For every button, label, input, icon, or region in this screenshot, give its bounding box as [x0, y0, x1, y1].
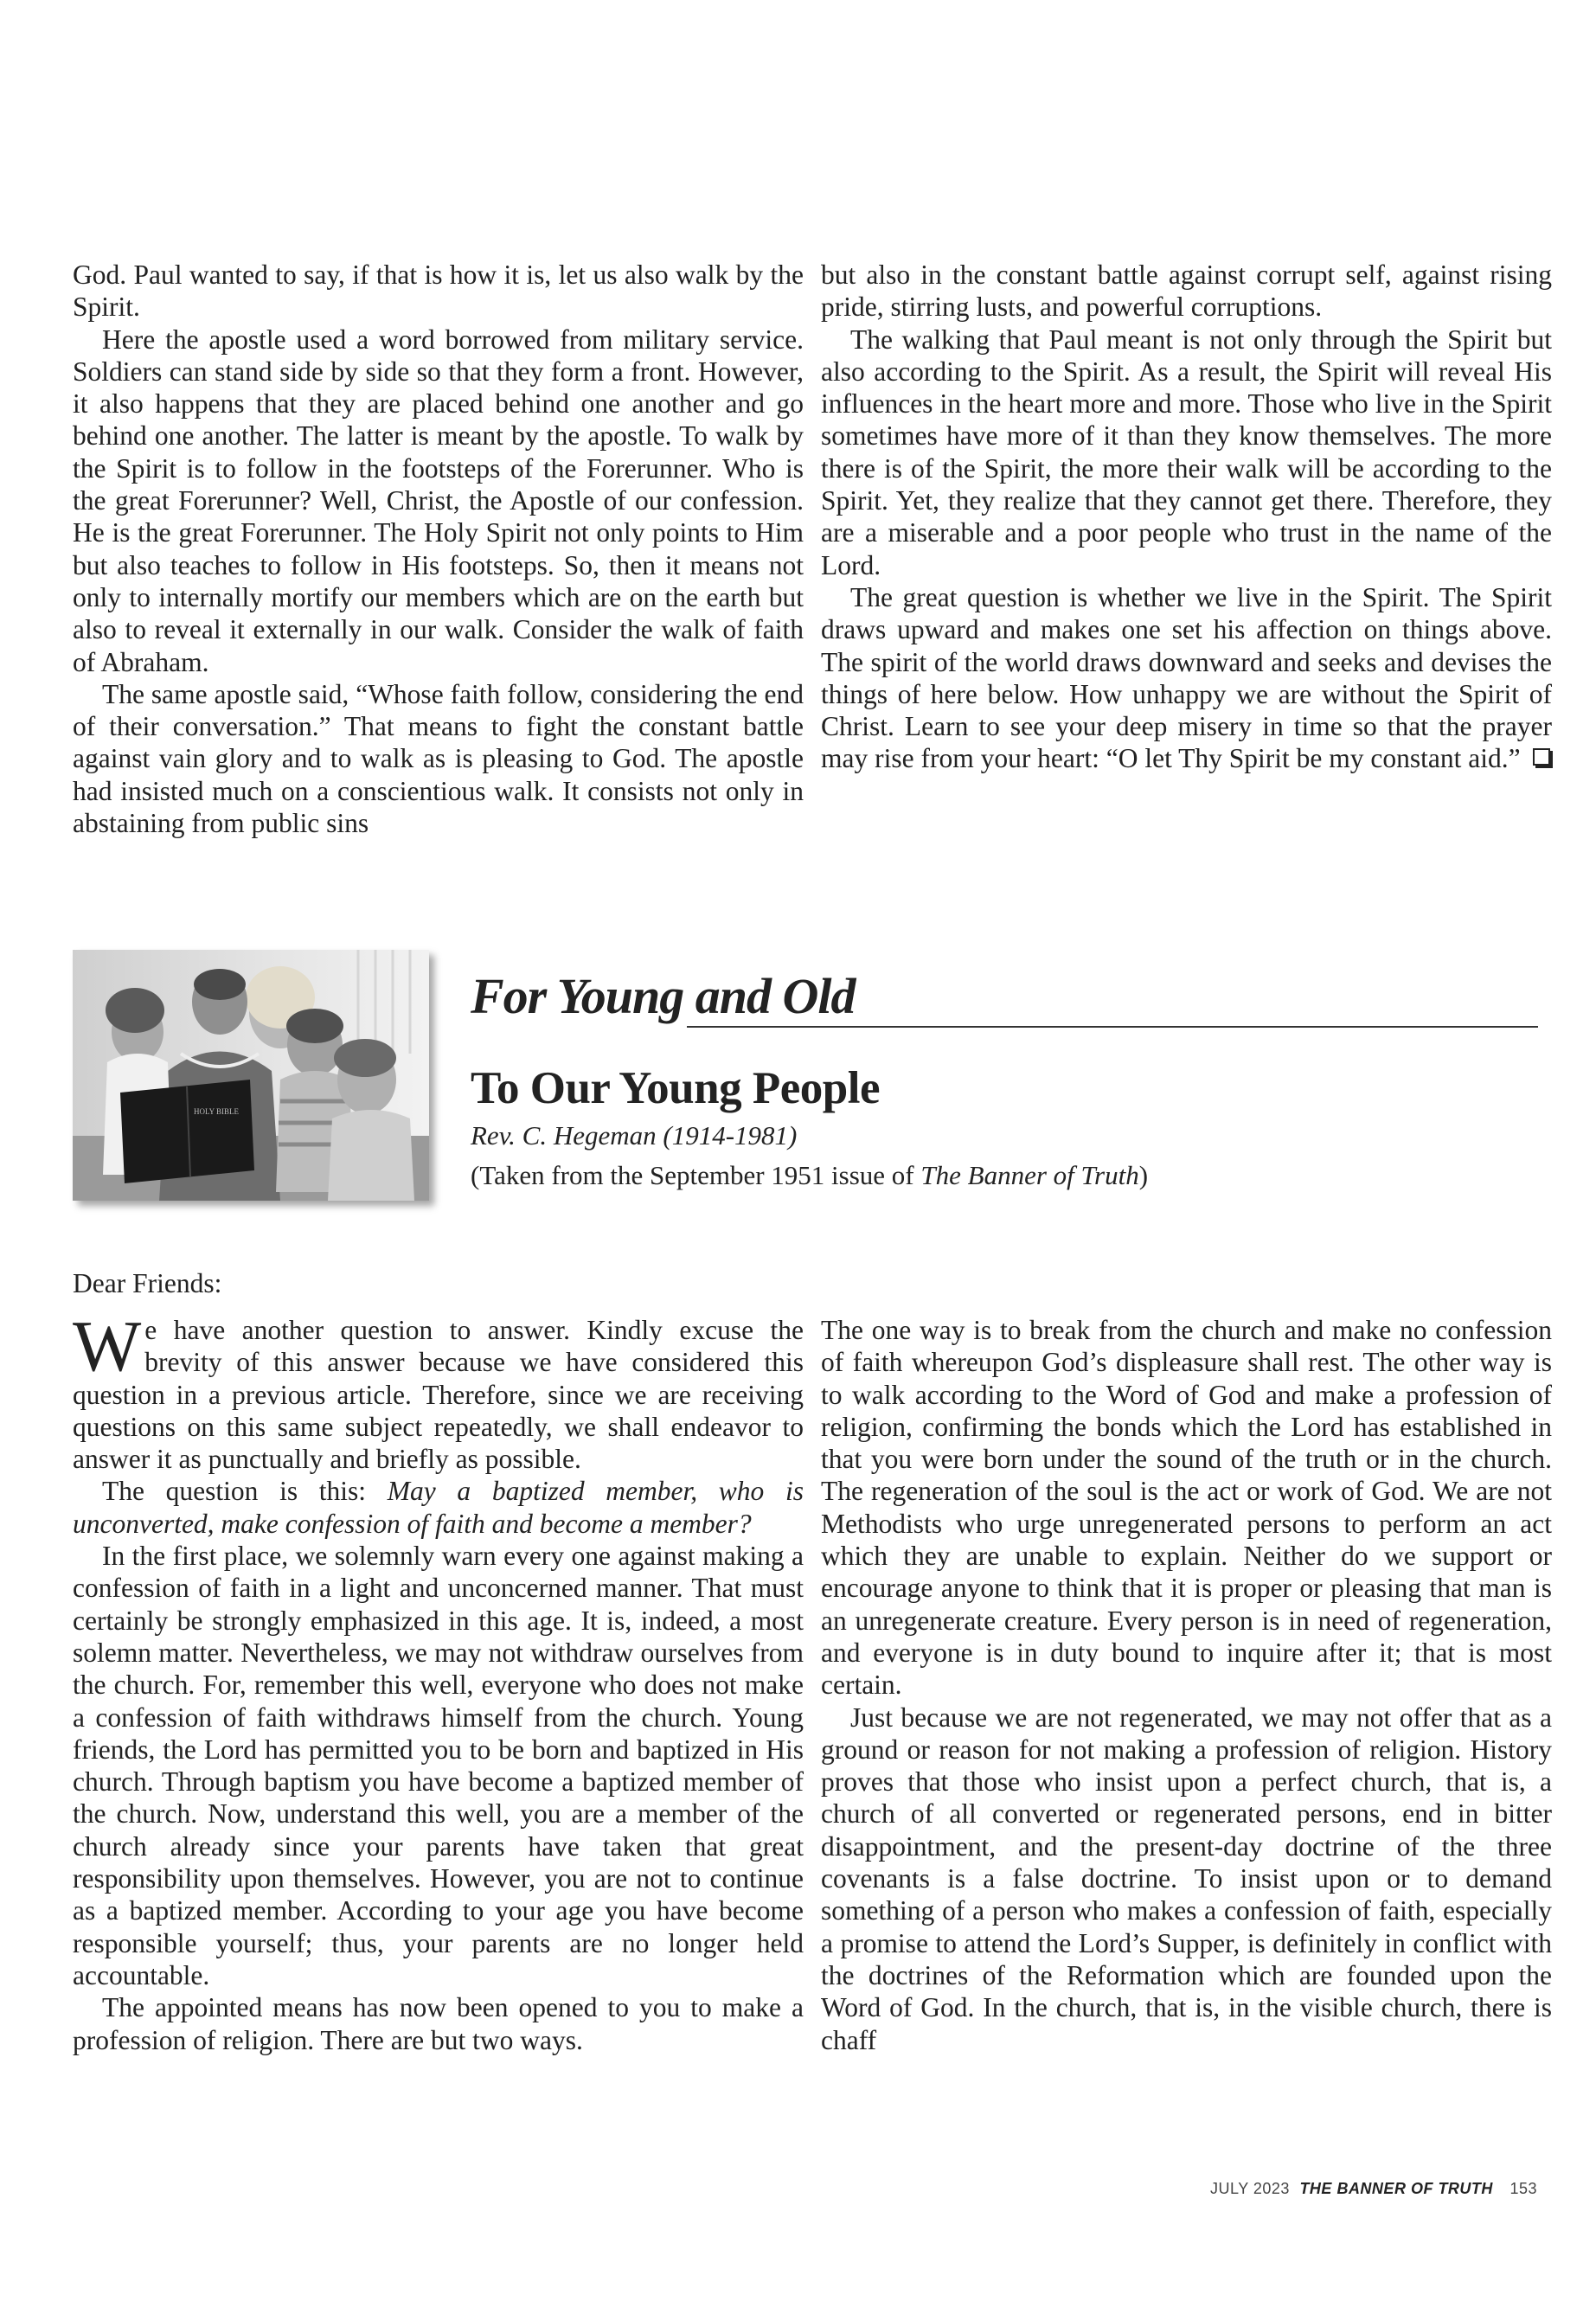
paragraph: The walking that Paul meant is not only through the Spirit but also according to the Spirit. As a result, the Spirit will reveal His influences in the heart more and more. Those who live in the Spirit sometimes have more of it than they know themselves. The more there is of the Spirit, the more their walk will be according to the Spirit. Yet, they realize that they cannot get there. Therefore, they are a miserable and a poor people who trust in the name of the Lord. [821, 324, 1552, 580]
paragraph: Here the apostle used a word borrowed from military service. Soldiers can stand side by side so that they form a front. However, it also happens that they are placed behind one another and go behind one another. The latter is meant by the apostle. To walk by the Spirit is to follow in the footsteps of the Forerunner. Who is the great Forerunner? Well, Christ, the Apostle of our confession. He is the great Forerunner. The Holy Spirit not only points to Him but also teaches to follow in His footsteps. So, then it means not only to internally mortify our members which are on the earth but also to reveal it externally in our walk. Consider the walk of faith of Abraham. [73, 324, 804, 677]
paragraph: The appointed means has now been opened to you to make a profession of religion. There are but two ways. [73, 1992, 804, 2055]
family-reading-bible-photo [73, 950, 429, 1201]
bible-cover-text: HOLY BIBLE [194, 1107, 240, 1116]
paragraph [73, 1475, 804, 1540]
source-publication: The Banner of Truth [920, 1160, 1139, 1190]
paragraph: but also in the constant battle against corrupt self, against rising pride, stirring lusts, and powerful corruptions. [821, 260, 1552, 323]
paragraph: Just because we are not regenerated, we may not offer that as a ground or reason for not making a profession of religion. History proves that those who insist upon a perfect church, that is, a church of all converted or regenerated persons, end in bitter disappointment, and the present-day doctrine of the three covenants is a false doctrine. To insist upon or to demand something of a person who makes a confession of faith, especially a promise to attend the Lord’s Supper, is definitely in conflict with the doctrines of the Reformation which are founded upon the Word of God. In the church, that is, in the visible church, there is chaff [821, 1702, 1552, 2055]
question-lead: The question is this: [102, 1476, 388, 1507]
paragraph: The same apostle said, “Whose faith follow, considering the end of their conversation.” That means to fight the constant battle against vain glory and to walk as is pleasing to God. The apostle had insisted much on a conscientious walk. It consists not only in abstaining from public sins [73, 678, 804, 839]
paragraph-text: e have another question to answer. Kindly excuse the brevity of this answer because we have considered this question in a previous article. Therefore, since we are receiving questions on this same subject repeatedly, we shall endeavor to answer it as punctually and briefly as possible. [73, 1315, 804, 1475]
paragraph: The one way is to break from the church and make no confession of faith whereupon God’s displeasure shall rest. The other way is to walk according to the Word of God and make a profession of religion, confirming the bonds which the Lord has established in that you were born under the sound of the truth or in the church. The regeneration of the soul is the act or work of God. We are not Methodists who urge unregenerated persons to perform an act which they are unable to explain. Neither do we support or encourage anyone to think that it is proper or pleasing that man is an unregenerate creature. Every person is in need of regeneration, and everyone is in duty bound to inquire after it; that is most certain. [821, 1315, 1552, 1701]
question-text: May a baptized member, who is unconverted, make confession of faith and become a member? [73, 1476, 804, 1539]
article-source [471, 1159, 1148, 1192]
article-column-left [73, 1306, 804, 2056]
issue-date: JULY 2023 [1210, 2180, 1290, 2197]
page-footer [1210, 2180, 1537, 2198]
article-author: Rev. C. Hegeman (1914-1981) [471, 1120, 798, 1150]
drop-cap: W [73, 1306, 142, 1387]
source-suffix: ) [1138, 1160, 1149, 1190]
source-prefix: (Taken from the September 1951 issue of [471, 1160, 921, 1190]
continuation-column-left [73, 259, 804, 839]
magazine-name: THE BANNER OF TRUTH [1299, 2180, 1493, 2197]
paragraph [821, 581, 1552, 775]
section-heading [471, 966, 1538, 1027]
section-title: For Young and Old [471, 968, 856, 1024]
article-title: To Our Young People [471, 1063, 881, 1113]
paragraph-text: The great question is whether we live in the Spirit. The Spirit draws upward and makes one set his affection on things above. The spirit of the world draws downward and seeks and devises the things of here below. How unhappy we are without the Spirit of Christ. Learn to see your deep misery in time so that the prayer may rise from your heart: “O let Thy Spirit be my constant aid.” [821, 581, 1552, 774]
continuation-column-right [821, 259, 1552, 775]
page-number: 153 [1509, 2180, 1537, 2197]
paragraph [73, 1306, 804, 1475]
article-column-right [821, 1314, 1552, 2056]
end-of-article-mark [1533, 748, 1550, 766]
letter-greeting: Dear Friends: [73, 1268, 222, 1298]
section-rule [687, 1026, 1538, 1028]
paragraph: God. Paul wanted to say, if that is how it is, let us also walk by the Spirit. [73, 260, 804, 323]
paragraph: In the first place, we solemnly warn every one against making a confession of faith in a light and unconcerned manner. That must certainly be strongly emphasized in this age. It is, indeed, a most solemn matter. Nevertheless, we may not withdraw ourselves from the church. For, remember this well, everyone who does not make a confession of faith withdraws himself from the church. Young friends, the Lord has permitted you to be born and baptized in His church. Through baptism you have become a baptized member of the church. Now, understand this well, you are a member of the church already since your parents have taken that great responsibility upon themselves. However, you are not to continue as a baptized member. According to your age you have become responsible yourself; thus, your parents are no longer held accountable. [73, 1541, 804, 1990]
